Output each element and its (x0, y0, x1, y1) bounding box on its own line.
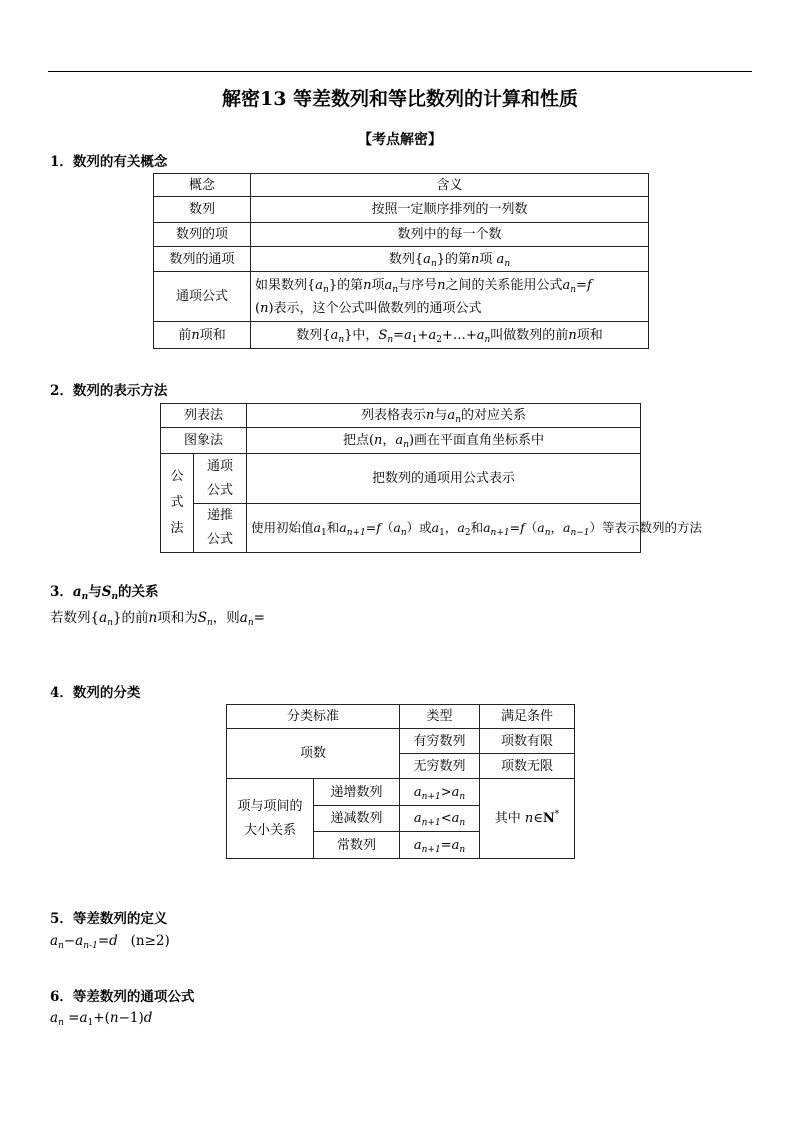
table-row (154, 272, 649, 322)
table-row (161, 504, 641, 553)
header-concept: 概念 (154, 174, 251, 197)
condition-cell: 其中 n∈N* (480, 779, 575, 859)
an-sn-text: 若数列$\{a_n\}$的前n项和为$S_n$，则$a_n=$ (50, 610, 265, 628)
formula-method-cell: 公 式 法 (161, 454, 194, 553)
table-row (161, 454, 641, 504)
header-condition: 满足条件 (480, 705, 575, 729)
meaning-cell: 数列$\{a_n\}$的第n项 $a_n$ (251, 247, 649, 272)
method-cell: 列表法 (161, 404, 247, 428)
header-meaning: 含义 (251, 174, 649, 197)
meaning-cell: 数列中的每一个数 (251, 223, 649, 247)
relation-cell: $a_{n+1}<a_n$ (400, 806, 480, 832)
type-cell: 有穷数列 (400, 729, 480, 754)
term-cell: 数列 (154, 197, 251, 223)
meaning-cell: 按照一定顺序排列的一列数 (251, 197, 649, 223)
description-cell: 列表格表示n与$a_n$的对应关系 (247, 404, 641, 428)
recursive-formula-label: 递推 公式 (194, 504, 247, 553)
relation-cell: $a_{n+1}=a_n$ (400, 832, 480, 859)
header-criterion: 分类标准 (227, 705, 400, 729)
heading-an-sn-relation: 3．$a_n$与$S_n$的关系 (50, 584, 159, 602)
arithmetic-definition-formula: $a_n-a_{n-1}=d$ (n≥2) (50, 933, 170, 951)
description-cell: 使用初始值$a_1$和$a_{n+1}=f(a_n)$或$a_1$，$a_2$和$a_{n+1}=f(a_n$，$a_{n-1}$）等表示数列的方法 (247, 504, 641, 553)
table-row (154, 322, 649, 349)
heading-sequence-concepts: 1．数列的有关概念 (50, 154, 168, 170)
description-cell: 把数列的通项用公式表示 (247, 454, 641, 504)
table-row (227, 729, 575, 754)
table-row (154, 247, 649, 272)
relation-cell: $a_{n+1}>a_n$ (400, 779, 480, 806)
table-row (154, 197, 649, 223)
table-row (161, 404, 641, 428)
term-cell: 通项公式 (154, 272, 251, 322)
table-row (154, 223, 649, 247)
table-row (227, 779, 575, 806)
concepts-table (153, 173, 649, 349)
heading-representation-methods: 2．数列的表示方法 (50, 383, 168, 399)
table-header-row (227, 705, 575, 729)
term-cell: 数列的项 (154, 223, 251, 247)
type-cell: 递增数列 (314, 779, 400, 806)
heading-arithmetic-definition: 5．等差数列的定义 (50, 911, 168, 927)
term-cell: 数列的通项 (154, 247, 251, 272)
header-type: 类型 (400, 705, 480, 729)
type-cell: 无穷数列 (400, 754, 480, 779)
meaning-cell: 数列$\{a_n\}$中，$S_n=a_1+a_2+\dots+a_n$叫做数列的前n项和 (251, 322, 649, 349)
description-cell: 把点(n，$a_n$)画在平面直角坐标系中 (247, 428, 641, 454)
classification-table (226, 704, 575, 859)
condition-cell: 项数无限 (480, 754, 575, 779)
table-row (161, 428, 641, 454)
type-cell: 递减数列 (314, 806, 400, 832)
method-cell: 图象法 (161, 428, 247, 454)
table-header-row (154, 174, 649, 197)
criterion-cell: 项与项间的 大小关系 (227, 779, 314, 859)
top-rule (48, 71, 752, 72)
term-cell: 前n项和 (154, 322, 251, 349)
criterion-cell: 项数 (227, 729, 400, 779)
section-subtitle: 【考点解密】 (358, 132, 442, 148)
page-title: 解密13 等差数列和等比数列的计算和性质 (221, 88, 579, 110)
arithmetic-general-term-formula: $a_n =a_1+(n-1)d$ (50, 1010, 153, 1028)
condition-cell: 项数有限 (480, 729, 575, 754)
type-cell: 常数列 (314, 832, 400, 859)
representation-table (160, 403, 703, 553)
general-formula-label: 通项 公式 (194, 454, 247, 504)
heading-classification: 4．数列的分类 (50, 685, 141, 701)
meaning-cell: 如果数列$\{a_n\}$的第n项$a_n$与序号n之间的关系能用公式$a_n=f$ (n)表示，这个公式叫做数列的通项公式 (251, 272, 649, 322)
heading-arithmetic-general-term: 6．等差数列的通项公式 (50, 989, 195, 1005)
